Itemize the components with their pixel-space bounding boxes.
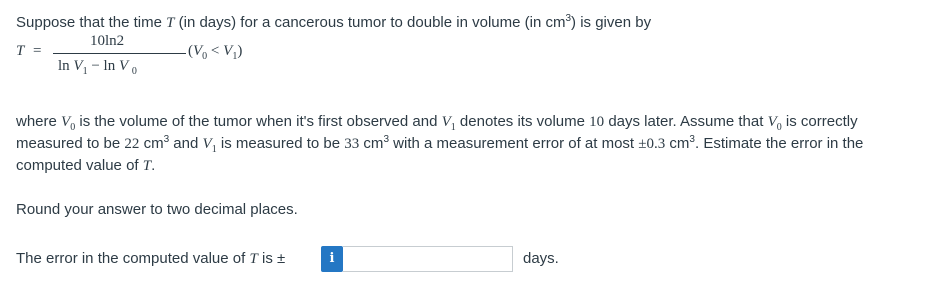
- rounding-instruction: Round your answer to two decimal places.: [16, 201, 298, 218]
- text: is the volume of the tumor when it's first observed and: [75, 113, 442, 130]
- superscript: 3: [383, 134, 389, 145]
- intro-text: ) is given by: [571, 14, 652, 31]
- paren: ): [237, 43, 243, 59]
- plus-minus: ±: [638, 136, 647, 152]
- prompt-text: The error in the computed value of: [16, 250, 250, 267]
- formula: [16, 33, 316, 85]
- number: 10: [589, 114, 605, 130]
- subscript: 1: [211, 144, 217, 155]
- answer-row: [16, 242, 916, 276]
- unit: cm: [665, 135, 690, 152]
- variable-V: V: [73, 58, 83, 74]
- superscript: 3: [565, 13, 572, 24]
- variable-T: T: [249, 251, 258, 267]
- variable-T: T: [166, 15, 175, 31]
- variable-V: V: [118, 58, 129, 74]
- formula-denominator: [58, 58, 137, 75]
- variable-V: V: [202, 136, 212, 152]
- formula-condition: [188, 43, 242, 60]
- superscript: 3: [163, 134, 170, 145]
- variable-V: V: [193, 43, 203, 59]
- info-icon[interactable]: i: [321, 246, 343, 272]
- text: days later. Assume that: [604, 113, 768, 130]
- problem-intro: [16, 12, 916, 34]
- text: .: [151, 157, 156, 174]
- text: denotes its volume: [455, 113, 590, 130]
- text: and: [169, 135, 203, 152]
- prompt-text: is ±: [257, 250, 286, 267]
- unit: cm: [139, 135, 164, 152]
- problem-paragraph: [16, 111, 921, 177]
- superscript: 3: [689, 134, 695, 145]
- text: . Estimate the error in the computed value of: [16, 135, 864, 174]
- less-than: <: [207, 43, 224, 59]
- subscript: 0: [776, 122, 782, 133]
- subscript: 0: [70, 122, 76, 133]
- formula-numerator: 10ln2: [90, 33, 125, 49]
- paren: (: [188, 43, 193, 59]
- intro-text: (in days) for a cancerous tumor to double in volume (in cm: [174, 14, 566, 31]
- subscript: 1: [450, 122, 456, 133]
- fraction-bar: [53, 53, 186, 54]
- intro-text: Suppose that the time: [16, 14, 167, 31]
- number: 0.3: [646, 136, 666, 152]
- text: with a measurement error of at most: [389, 135, 639, 152]
- answer-input[interactable]: [343, 246, 513, 272]
- units-label: days.: [523, 250, 559, 267]
- subscript: 1: [82, 66, 88, 77]
- answer-prompt: [16, 250, 285, 268]
- formula-equals: =: [33, 43, 42, 59]
- text: where: [16, 113, 62, 130]
- variable-V: V: [61, 114, 71, 130]
- variable-T: T: [142, 158, 152, 174]
- unit: cm: [359, 135, 384, 152]
- variable-V: V: [441, 114, 451, 130]
- number: 33: [344, 136, 360, 152]
- ln-text: ln: [58, 58, 74, 74]
- minus-ln-text: − ln: [87, 58, 119, 74]
- subscript: 0: [131, 66, 137, 77]
- text: is correctly measured to be: [16, 113, 858, 152]
- variable-V: V: [223, 43, 233, 59]
- number: 22: [124, 136, 140, 152]
- text: is measured to be: [216, 135, 345, 152]
- variable-V: V: [767, 114, 777, 130]
- subscript: 0: [202, 51, 208, 62]
- subscript: 1: [232, 51, 238, 62]
- formula-lhs: T: [16, 43, 25, 59]
